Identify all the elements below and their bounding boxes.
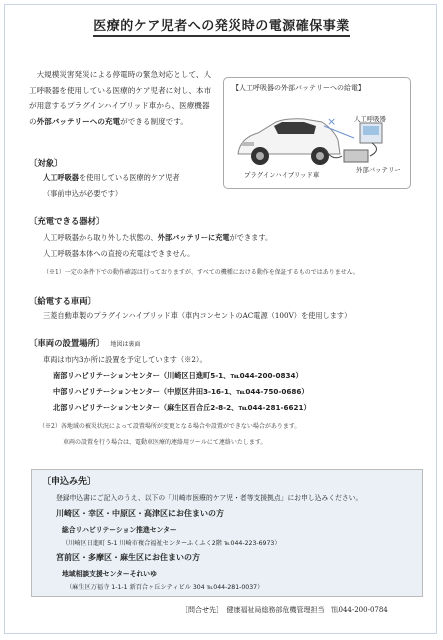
- target-note: （事前申込が必要です）: [43, 189, 123, 198]
- intro-paragraph: 大規模災害発災による停電時の緊急対応として、人工呼吸器を使用している医療的ケア児者に対し、本市が用意するプラグインハイブリッド車から、医療機器の外部バッテリーへの充電ができる制度です。: [29, 70, 212, 126]
- apply-heading: 〔申込み先〕: [42, 477, 97, 487]
- apply-org-1: 総合リハビリテーション推進センター: [62, 526, 177, 534]
- equipment-heading: 〔充電できる器材〕: [29, 216, 105, 226]
- apply-area-1: 川崎区・幸区・中原区・高津区にお住まいの方: [56, 509, 224, 518]
- apply-address-1: （川崎区日進町 5-1 川崎市複合福祉センターふくふく2階 ℡044-223-6973）: [62, 540, 281, 547]
- equipment-line-1: 人工呼吸器から取り外した状態の、外部バッテリーに充電ができます。: [43, 233, 273, 242]
- ventilator-label: 人工呼吸器: [354, 115, 386, 123]
- vehicle-heading: 〔給電する車両〕: [29, 296, 96, 306]
- target-heading: 〔対象〕: [29, 158, 63, 168]
- center-south: 南部リハビリテーションセンター（川崎区日進町5-1、℡044-200-0834）: [53, 371, 303, 380]
- vehicle-line: 三菱自動車製のプラグインハイブリッド車（車内コンセントのAC電源（100V）を使用します）: [43, 311, 352, 320]
- apply-org-2: 地域相談支援センターそれいゆ: [62, 570, 157, 578]
- apply-area-2: 宮前区・多摩区・麻生区にお住まいの方: [56, 553, 200, 562]
- page-title: 医療的ケア児者への発災時の電源確保事業: [5, 15, 438, 34]
- location-heading: 〔車両の設置場所〕 地図は裏面: [29, 338, 141, 348]
- power-supply-illustration: [223, 77, 411, 189]
- location-note-2: 車両の設置を行う場合は、電動車医療的連絡用ツールにて連絡いたします。: [63, 439, 267, 446]
- location-line: 車両は市内3か所に設置を予定しています（※2）。: [43, 355, 207, 364]
- battery-label: 外部バッテリー: [356, 166, 401, 174]
- contact-footer: ［問合せ先］ 健康福祉局総務部危機管理担当 ℡044-200-0784: [181, 606, 388, 614]
- target-line: 人工呼吸器を使用している医療的ケア児者: [43, 173, 180, 182]
- center-central: 中部リハビリテーションセンター（中原区井田3-16-1、℡044-750-0686）: [53, 387, 309, 396]
- application-box: [31, 469, 423, 597]
- svg-text:×: ×: [327, 115, 337, 128]
- center-north: 北部リハビリテーションセンター（麻生区百合丘2-8-2、℡044-281-6621）: [53, 403, 311, 412]
- document-page: [4, 4, 437, 634]
- equipment-line-2: 人工呼吸器本体への直接の充電はできません。: [43, 249, 195, 258]
- equipment-note: （※1）一定の条件下での動作確認は行っておりますが、すべての機種における動作を保証するものではありません。: [43, 269, 360, 276]
- figure-caption: 【人工呼吸器の外部バッテリーへの給電】: [232, 84, 365, 92]
- apply-address-2: （麻生区万福寺 1-1-1 新百合ヶ丘シティビル 304 ℡044-281-0037）: [66, 584, 264, 591]
- location-note-1: （※2）各地域の被災状況によって設置場所が変更となる場合や設置ができない場合があります。: [39, 423, 301, 430]
- car-label: プラグインハイブリッド車: [244, 171, 320, 179]
- apply-intro: 登録申込書にご記入のうえ、以下の「川崎市医療的ケア児・者等支援拠点」にお申し込みください。: [56, 494, 363, 502]
